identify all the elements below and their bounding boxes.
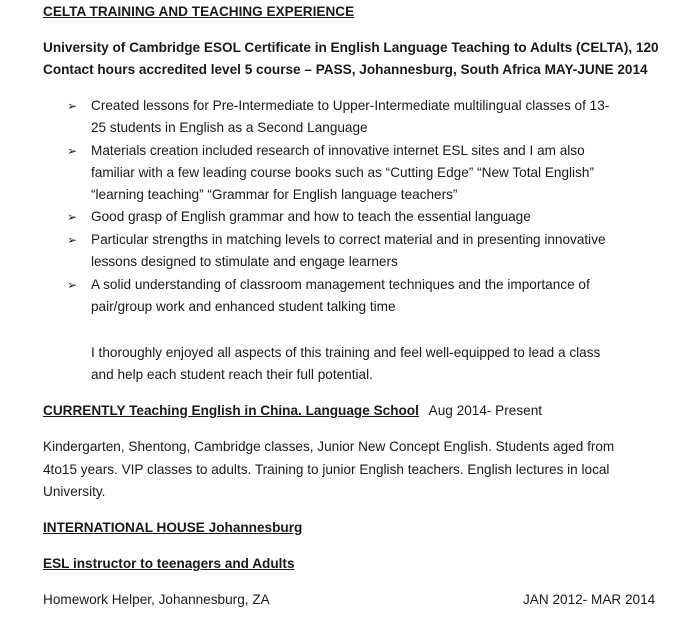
bullet-1-line-2: 25 students in English as a Second Language (91, 120, 368, 135)
china-heading: CURRENTLY Teaching English in China. Language School (43, 403, 419, 418)
bullet-arrow-icon: ➢ (67, 210, 78, 224)
bullet-1-line-1: Created lessons for Pre-Intermediate to Upper-Intermediate multilingual classes of 13- (91, 98, 610, 113)
bullet-5-line-1: A solid understanding of classroom management techniques and the importance of (91, 277, 590, 292)
bullet-arrow-icon: ➢ (67, 99, 78, 113)
ih-job-title: Homework Helper, Johannesburg, ZA (43, 592, 270, 607)
bullet-3-line-1: Good grasp of English grammar and how to teach the essential language (91, 209, 531, 224)
celta-closing-line-1: I thoroughly enjoyed all aspects of this training and feel well-equipped to lead a class (91, 345, 601, 360)
celta-course-line-1: University of Cambridge ESOL Certificate in English Language Teaching to Adults (CELTA), 120 (43, 40, 659, 55)
china-desc-line-1: Kindergarten, Shentong, Cambridge classes, Junior New Concept English. Students aged from (43, 439, 615, 454)
china-heading-row (43, 400, 542, 422)
bullet-arrow-icon: ➢ (67, 233, 78, 247)
bullet-4-line-1: Particular strengths in matching levels to correct material and in presenting innovative (91, 232, 606, 247)
bullet-2-line-2: familiar with a few leading course books such as “Cutting Edge” “New Total English” (91, 165, 594, 180)
bullet-4-line-2: lessons designed to stimulate and engage learners (91, 254, 398, 269)
ih-heading: INTERNATIONAL HOUSE Johannesburg (43, 520, 303, 535)
celta-closing-line-2: and help each student reach their full potential. (91, 367, 373, 382)
bullet-5-line-2: pair/group work and enhanced student talking time (91, 299, 396, 314)
china-desc-line-3: University. (43, 484, 106, 499)
bullet-2-line-1: Materials creation included research of innovative internet ESL sites and I am also (91, 143, 585, 158)
celta-heading: CELTA TRAINING AND TEACHING EXPERIENCE (43, 4, 355, 19)
china-dates: Aug 2014- Present (428, 403, 543, 418)
bullet-arrow-icon: ➢ (67, 278, 78, 292)
bullet-arrow-icon: ➢ (67, 144, 78, 158)
ih-role-heading: ESL instructor to teenagers and Adults (43, 556, 295, 571)
ih-job-dates: JAN 2012- MAR 2014 (523, 592, 656, 607)
celta-course-line-2: Contact hours accredited level 5 course – PASS, Johannesburg, South Africa MAY-JUNE 2014 (43, 62, 648, 77)
bullet-2-line-3: “learning teaching” “Grammar for English language teachers” (91, 187, 458, 202)
china-desc-line-2: 4to15 years. VIP classes to adults. Training to junior English teachers. English lectures in local (43, 462, 610, 477)
